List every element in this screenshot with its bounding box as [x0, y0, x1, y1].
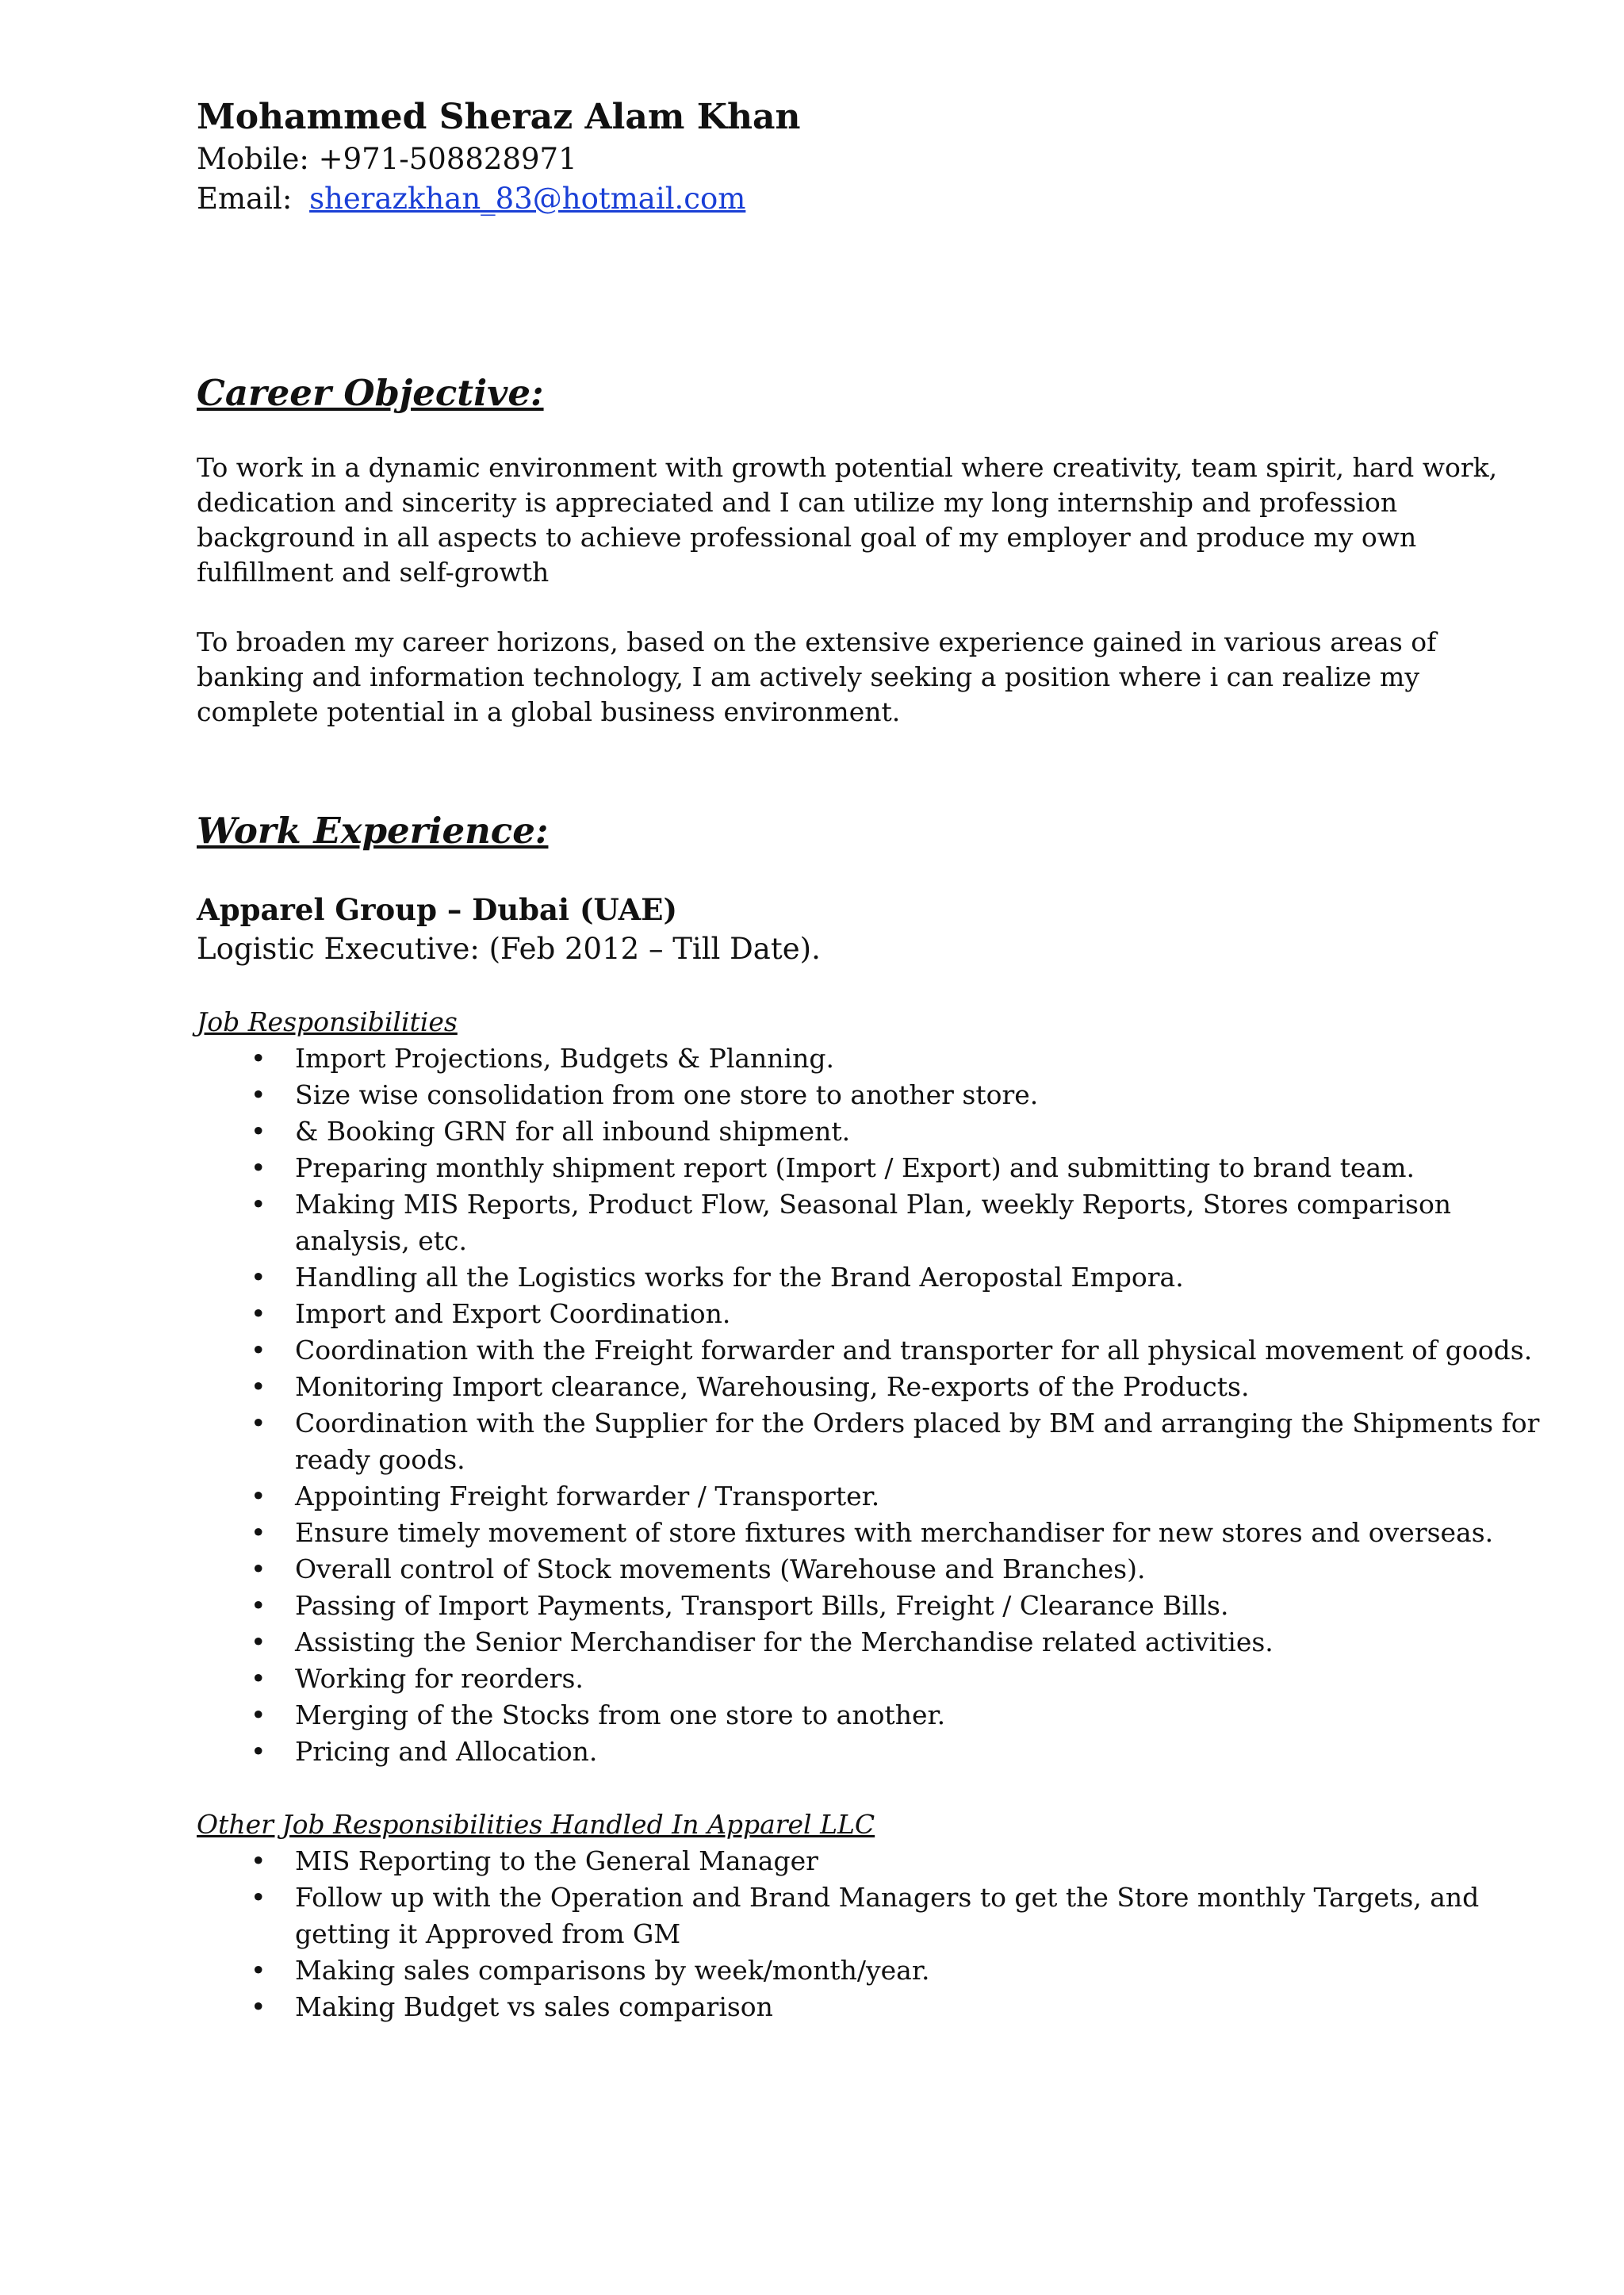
list-item-text: Coordination with the Freight forwarder and transporter for all physical movement of goods. [295, 1335, 1533, 1366]
job-responsibility-item [197, 1332, 1545, 1369]
list-item-text: Making Budget vs sales comparison [295, 1991, 773, 2022]
list-item-text: Appointing Freight forwarder / Transporter. [295, 1481, 880, 1511]
list-item-text: Working for reorders. [295, 1663, 584, 1694]
bullet-icon: • [251, 1152, 266, 1183]
job-responsibility-item [197, 1296, 1545, 1332]
job-responsibility-item [197, 1040, 1545, 1077]
list-item-text: & Booking GRN for all inbound shipment. [295, 1116, 851, 1147]
objective-paragraph-2: To broaden my career horizons, based on the extensive experience gained in various areas of banking and information technology, I am actively seeking a position where i can realize my complete potential in a global business environment. [197, 626, 1437, 727]
email-line [197, 179, 1545, 219]
list-item-text: Import and Export Coordination. [295, 1298, 731, 1329]
bullet-icon: • [251, 1554, 266, 1584]
job-responsibility-item [197, 1697, 1545, 1734]
list-item-text: Overall control of Stock movements (Warehouse and Branches). [295, 1554, 1146, 1584]
list-item-text: Pricing and Allocation. [295, 1736, 598, 1767]
list-item-text: Handling all the Logistics works for the Brand Aeropostal Empora. [295, 1262, 1184, 1293]
bullet-icon: • [251, 1699, 266, 1730]
bullet-icon: • [251, 1371, 266, 1402]
other-responsibilities-list [197, 1843, 1545, 2025]
list-item-text: Assisting the Senior Merchandiser for the Merchandise related activities. [295, 1626, 1274, 1657]
job-responsibility-item [197, 1113, 1545, 1150]
career-objective-heading: Career Objective: [197, 372, 544, 414]
job-responsibilities-list [197, 1040, 1545, 1770]
bullet-icon: • [251, 1298, 266, 1329]
job-responsibility-item [197, 1551, 1545, 1588]
bullet-icon: • [251, 1882, 266, 1913]
other-responsibilities-heading: Other Job Responsibilities Handled In Apparel LLC [197, 1809, 875, 1840]
email-label: Email: [197, 182, 293, 216]
resume-page [197, 95, 1545, 2025]
list-item-text: Import Projections, Budgets & Planning. [295, 1043, 834, 1074]
list-item-text: MIS Reporting to the General Manager [295, 1845, 818, 1876]
bullet-icon: • [251, 1736, 266, 1767]
other-responsibility-item [197, 1879, 1545, 1952]
bullet-icon: • [251, 1481, 266, 1511]
bullet-icon: • [251, 1663, 266, 1694]
bullet-icon: • [251, 1845, 266, 1876]
list-item-text: Preparing monthly shipment report (Import / Export) and submitting to brand team. [295, 1152, 1415, 1183]
job-responsibility-item [197, 1186, 1545, 1259]
job-responsibility-item [197, 1259, 1545, 1296]
mobile-number: Mobile: +971-508828971 [197, 142, 577, 176]
work-experience-heading: Work Experience: [197, 810, 549, 852]
bullet-icon: • [251, 1517, 266, 1548]
other-responsibility-item [197, 1843, 1545, 1879]
bullet-icon: • [251, 1335, 266, 1366]
candidate-name: Mohammed Sheraz Alam Khan [197, 97, 801, 137]
email-link[interactable]: sherazkhan_83@hotmail.com [309, 182, 746, 216]
bullet-icon: • [251, 1408, 266, 1439]
bullet-icon: • [251, 1590, 266, 1621]
job-responsibility-item [197, 1661, 1545, 1697]
job-responsibility-item [197, 1150, 1545, 1186]
job-responsibility-item [197, 1077, 1545, 1113]
bullet-icon: • [251, 1626, 266, 1657]
list-item-text: Size wise consolidation from one store to another store. [295, 1079, 1039, 1110]
list-item-text: Making MIS Reports, Product Flow, Seasonal Plan, weekly Reports, Stores comparison analysis, etc. [295, 1189, 1452, 1256]
bullet-icon: • [251, 1991, 266, 2022]
bullet-icon: • [251, 1955, 266, 1986]
list-item-text: Ensure timely movement of store fixtures with merchandiser for new stores and overseas. [295, 1517, 1494, 1548]
job-responsibilities-heading: Job Responsibilities [197, 1006, 458, 1037]
list-item-text: Merging of the Stocks from one store to another. [295, 1699, 946, 1730]
list-item-text: Monitoring Import clearance, Warehousing, Re-exports of the Products. [295, 1371, 1250, 1402]
list-item-text: Passing of Import Payments, Transport Bills, Freight / Clearance Bills. [295, 1590, 1229, 1621]
job-responsibility-item [197, 1405, 1545, 1478]
bullet-icon: • [251, 1116, 266, 1147]
job-responsibility-item [197, 1369, 1545, 1405]
job-responsibility-item [197, 1515, 1545, 1551]
bullet-icon: • [251, 1079, 266, 1110]
bullet-icon: • [251, 1262, 266, 1293]
bullet-icon: • [251, 1189, 266, 1220]
other-responsibility-item [197, 1989, 1545, 2025]
other-responsibility-item [197, 1952, 1545, 1989]
job-responsibility-item [197, 1734, 1545, 1770]
job-role: Logistic Executive: (Feb 2012 – Till Date). [197, 932, 821, 966]
job-responsibility-item [197, 1478, 1545, 1515]
list-item-text: Making sales comparisons by week/month/year. [295, 1955, 930, 1986]
company-name: Apparel Group – Dubai (UAE) [197, 892, 678, 927]
list-item-text: Coordination with the Supplier for the Orders placed by BM and arranging the Shipments for ready goods. [295, 1408, 1540, 1475]
job-responsibility-item [197, 1588, 1545, 1624]
job-responsibility-item [197, 1624, 1545, 1661]
objective-paragraph-1: To work in a dynamic environment with growth potential where creativity, team spirit, hard work, dedication and sincerity is appreciated and I can utilize my long internship and profession background in all aspects to achieve professional goal of my employer and produce my own fulfillment and self-growth [197, 452, 1498, 588]
list-item-text: Follow up with the Operation and Brand Managers to get the Store monthly Targets, and getting it Approved from GM [295, 1882, 1480, 1949]
bullet-icon: • [251, 1043, 266, 1074]
